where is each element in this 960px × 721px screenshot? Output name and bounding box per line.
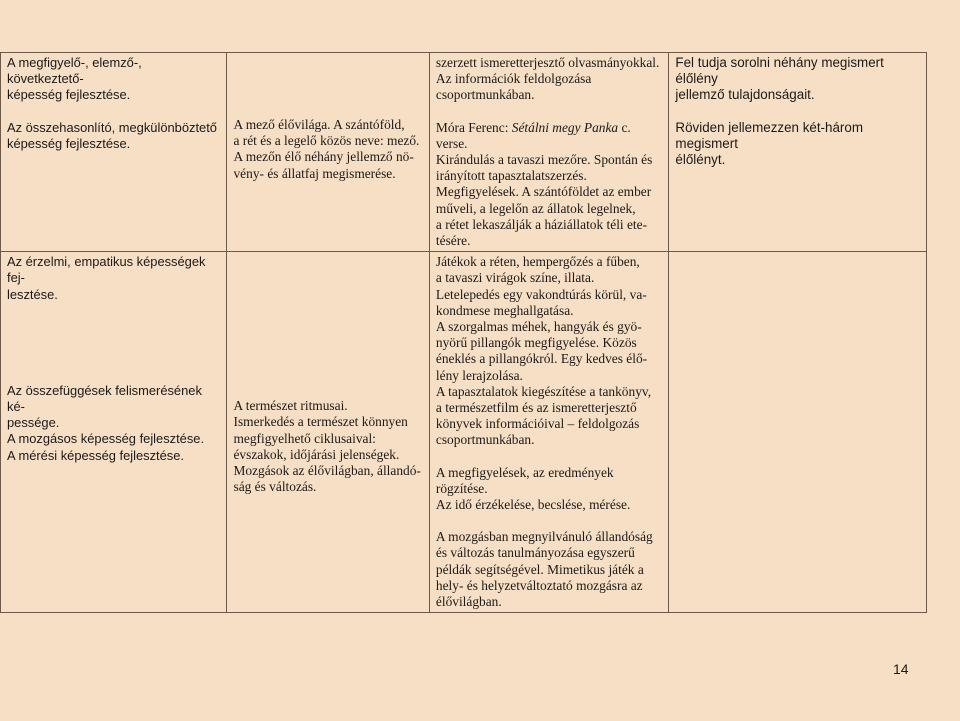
reading-reference: Móra Ferenc: Sétálni megy Panka c. verse. bbox=[435, 119, 631, 151]
activity-text: Játékok a réten, hempergőzés a fűben, a tavaszi virágok színe, illata. Letelepedés egy vakondtúrás körül, va- kondmese meghallgatása. A szorgalmas méhek, hangyák és gyö- nyörű pillangók megfigyelése. Közös éneklés a pillangókról. Egy kedves élő- lény lerajzolása. A tapasztalatok kiegészítése a tankönyv, a természetfilm és az ismeretterjesztő könyvek információival – feldolgozás csoportmunkában. bbox=[435, 254, 652, 448]
activity-text: Kirándulás a tavaszi mezőre. Spontán és irányított tapasztalatszerzés. Megfigyelések. A szántóföldet az ember műveli, a legelőn az állatok legelnek, a rétet lekaszálják a háziállatok téli ete- tésére. bbox=[435, 152, 653, 249]
outcomes-cell bbox=[669, 53, 927, 252]
table-row bbox=[1, 53, 927, 252]
skill-text: Az összehasonlító, megkülönböztető képesség fejlesztése. bbox=[7, 119, 217, 151]
poem-title: Sétálni megy Panka bbox=[511, 119, 619, 135]
activity-text: A megfigyelések, az eredmények rögzítése. Az idő érzékelése, becslése, mérése. bbox=[435, 464, 631, 513]
activity-text: szerzett ismeretterjesztő olvasmányokkal. Az információk feldolgozása csoportmunkában. bbox=[435, 55, 660, 103]
outcomes-cell bbox=[669, 252, 927, 613]
topic-text: A mező élővilága. A szántóföld, a rét és a legelő közös neve: mező. A mezőn élő néhány jellemző nö- vény- és állatfaj megismerése. bbox=[233, 117, 420, 181]
topic-text: A természet ritmusai. Ismerkedés a természet könnyen megfigyelhető ciklusaival: évszakok, időjárási jelenségek. Mozgások az élővilágban, állandó- ság és változás. bbox=[233, 398, 421, 495]
page-number: 14 bbox=[893, 661, 909, 677]
topic-cell bbox=[227, 53, 429, 252]
activity-text: A mozgásban megnyilvánuló állandóság és változás tanulmányozása egyszerű példák segítségével. Mimetikus játék a hely- és helyzetváltoztató mozgásra az élővilágban. bbox=[435, 529, 653, 610]
outcome-text: Röviden jellemezzen két-három megismert élőlényt. bbox=[675, 119, 863, 168]
activities-cell bbox=[429, 252, 669, 613]
outcome-text: Fel tudja sorolni néhány megismert élőlény jellemző tulajdonságait. bbox=[675, 55, 884, 103]
skills-cell bbox=[1, 252, 227, 613]
skills-cell bbox=[1, 53, 227, 252]
activities-cell bbox=[429, 53, 669, 252]
table-row bbox=[1, 252, 927, 613]
skill-text: Az érzelmi, empatikus képességek fej- lesztése. bbox=[7, 254, 206, 302]
curriculum-table bbox=[0, 52, 927, 613]
topic-cell bbox=[227, 252, 429, 613]
skill-text: Az összefüggések felismerésének ké- pessége. A mozgásos képesség fejlesztése. A mérési képesség fejlesztése. bbox=[7, 382, 205, 463]
skill-text: A megfigyelő-, elemző-, következtető- képesség fejlesztése. bbox=[7, 55, 142, 103]
